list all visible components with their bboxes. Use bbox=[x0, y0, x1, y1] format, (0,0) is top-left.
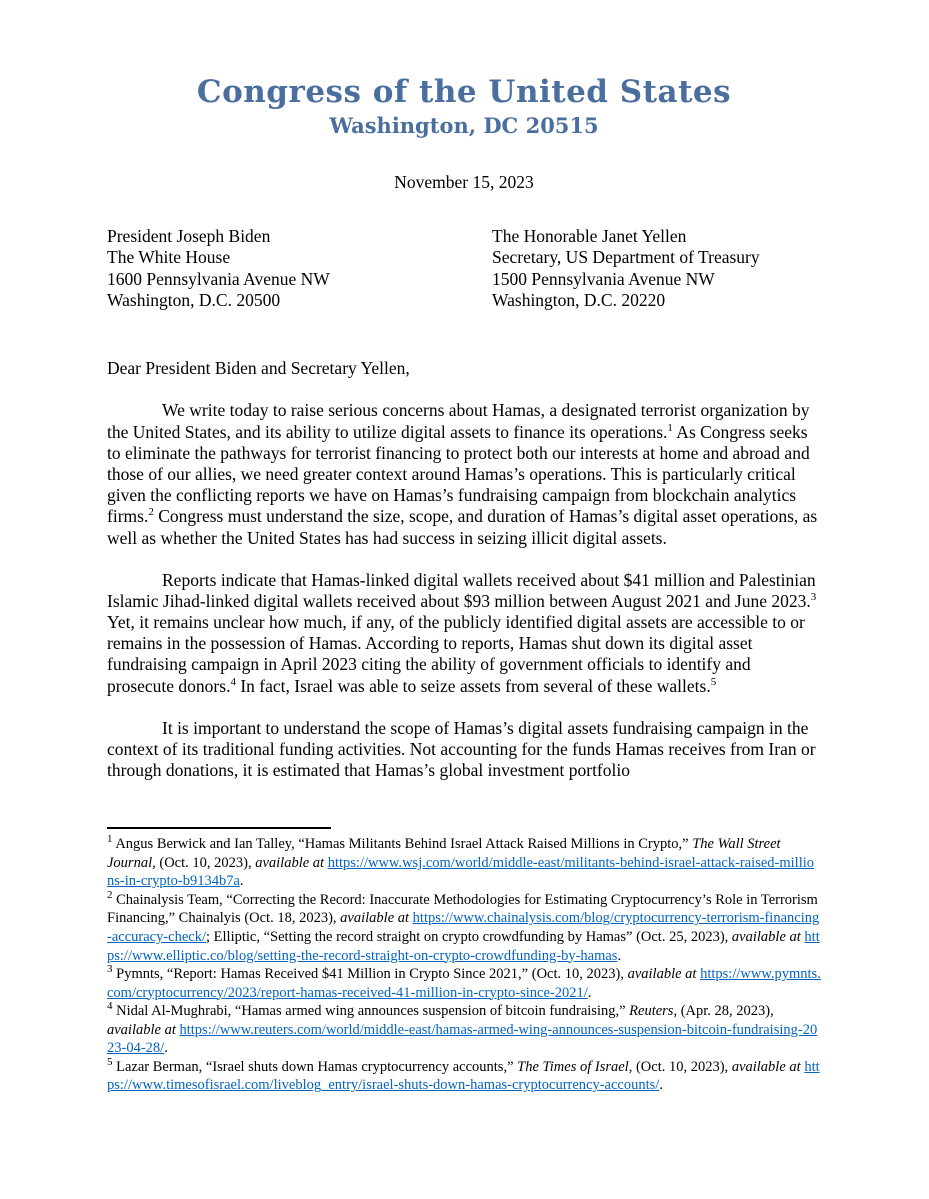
footnote-marker: 5 bbox=[107, 1055, 113, 1068]
footnote-ref: 4 bbox=[230, 675, 236, 688]
citation-italic: available at bbox=[340, 910, 410, 927]
letter-date: November 15, 2023 bbox=[394, 172, 534, 193]
citation-italic: The Times of Israel bbox=[517, 1058, 629, 1075]
footnote-link[interactable]: https://www.elliptic.co/blog/setting-the-record-straight-on-crypto-crowdfunding-by-hamas bbox=[107, 928, 820, 964]
address-line: 1500 Pennsylvania Avenue NW bbox=[492, 268, 715, 289]
citation-italic: available at bbox=[255, 854, 325, 871]
address-line: President Joseph Biden bbox=[107, 226, 271, 247]
citation-italic: available at bbox=[731, 1058, 801, 1075]
address-line: 1600 Pennsylvania Avenue NW bbox=[107, 268, 330, 289]
letterhead-title: Congress of the United States bbox=[196, 74, 732, 110]
address-line: Washington, D.C. 20500 bbox=[107, 290, 281, 311]
citation-italic: available at bbox=[731, 928, 801, 945]
address-line: The White House bbox=[107, 247, 231, 268]
footnote: $^5$ Lazar Berman, “Israel shuts down Hamas cryptocurrency accounts,” The Times of Israel, (Oct. 10, 2023), available at https://www.timesofisrael.com/liveblog_entry/israel-shuts-down-hamas-cryptocurrency-accounts/. bbox=[107, 1055, 820, 1094]
footnote-link[interactable]: https://www.reuters.com/world/middle-east/hamas-armed-wing-announces-suspension-bitcoin-fundraising-2023-04-28/ bbox=[107, 1021, 818, 1057]
salutation: Dear President Biden and Secretary Yellen, bbox=[107, 358, 410, 379]
footnote-marker: 1 bbox=[107, 833, 113, 846]
recipient-blocks bbox=[107, 226, 821, 311]
footnote-link[interactable]: https://www.pymnts.com/cryptocurrency/2023/report-hamas-received-41-million-in-crypto-since-2021/ bbox=[107, 966, 821, 1001]
citation-italic: The Wall Street Journal, bbox=[107, 836, 781, 871]
footnotes bbox=[107, 835, 821, 1095]
body-paragraph: Reports indicate that Hamas-linked digital wallets received about $41 million and Palestinian Islamic Jihad-linked digital wallets received about $93 million between August 2021 and June 2023.$^3$ Yet, it remains unclear how much, if any, of the publicly identified digital assets are accessible to or remains in the possession of Hamas. According to reports, Hamas shut down its digital asset fundraising campaign in April 2023 citing the ability of government officials to identify and prosecute donors.$^4$ In fact, Israel was able to seize assets from several of these wallets.$^5$ bbox=[107, 569, 817, 696]
footnote: $^3$ Pymnts, “Report: Hamas Received $41 Million in Crypto Since 2021,” (Oct. 10, 2023), available at https://www.pymnts.com/cryptocurrency/2023/report-hamas-received-41-million-in-crypto-since-2021/. bbox=[107, 963, 821, 1001]
body-paragraph: It is important to understand the scope of Hamas’s digital assets fundraising campaign in the context of its traditional funding activities. Not accounting for the funds Hamas receives from Iran or through donations, it is estimated that Hamas’s global investment portfolio bbox=[107, 717, 816, 781]
footnote-link[interactable]: https://www.wsj.com/world/middle-east/militants-behind-israel-attack-raised-millions-in-crypto-b9134b7a bbox=[107, 854, 815, 890]
footnote-marker: 3 bbox=[107, 963, 113, 976]
footnote-link[interactable]: https://www.chainalysis.com/blog/cryptocurrency-terrorism-financing-accuracy-check/ bbox=[107, 910, 820, 945]
footnote: $^2$ Chainalysis Team, “Correcting the Record: Inaccurate Methodologies for Estimating Cryptocurrency’s Role in Terrorism Financing,” Chainalyis (Oct. 18, 2023), available at https://www.chainalysis.com/blog/cryptocurrency-terrorism-financing-accuracy-check/; Elliptic, “Setting the record straight on crypto crowdfunding by Hamas” (Oct. 25, 2023), available at https://www.elliptic.co/blog/setting-the-record-straight-on-crypto-crowdfunding-by-hamas. bbox=[107, 889, 820, 964]
footnote-ref: 5 bbox=[710, 675, 717, 688]
footnote-marker: 2 bbox=[107, 889, 113, 902]
footnote-link[interactable]: https://www.timesofisrael.com/liveblog_entry/israel-shuts-down-hamas-cryptocurrency-accounts/ bbox=[107, 1058, 820, 1094]
letterhead-subtitle: Washington, DC 20515 bbox=[329, 113, 599, 139]
footnote-marker: 4 bbox=[107, 1000, 113, 1013]
address-line: The Honorable Janet Yellen bbox=[492, 226, 687, 247]
footnote-ref: 3 bbox=[810, 591, 817, 604]
citation-italic: available at bbox=[627, 966, 697, 983]
citation-italic: available at bbox=[107, 1021, 176, 1038]
footnote-ref: 2 bbox=[148, 506, 154, 519]
citation-italic: Reuters bbox=[629, 1003, 674, 1020]
footnote: $^4$ Nidal Al-Mughrabi, “Hamas armed wing announces suspension of bitcoin fundraising,” Reuters, (Apr. 28, 2023), available at https://www.reuters.com/world/middle-east/hamas-armed-wing-announces-suspension-bitcoin-fundraising-2023-04-28/. bbox=[107, 1000, 818, 1057]
letterhead bbox=[107, 75, 821, 138]
body-paragraph: We write today to raise serious concerns about Hamas, a designated terrorist organization by the United States, and its ability to utilize digital assets to finance its operations.$^1$ As Congress seeks to eliminate the pathways for terrorist financing to protect both our interests at home and abroad and those of our allies, we need greater context around Hamas’s operations. This is particularly critical given the conflicting reports we have on Hamas’s fundraising campaign from blockchain analytics firms.$^2$ Congress must understand the size, scope, and duration of Hamas’s digital asset operations, as well as whether the United States has had success in seizing illicit digital assets. bbox=[107, 400, 818, 548]
recipient-address-biden bbox=[107, 226, 492, 311]
address-line: Washington, D.C. 20220 bbox=[492, 290, 666, 311]
footnote-separator bbox=[107, 827, 331, 829]
footnote: $^1$ Angus Berwick and Ian Talley, “Hamas Militants Behind Israel Attack Raised Millions in Crypto,” The Wall Street Journal, (Oct. 10, 2023), available at https://www.wsj.com/world/middle-east/militants-behind-israel-attack-raised-millions-in-crypto-b9134b7a. bbox=[107, 833, 815, 890]
address-line: Secretary, US Department of Treasury bbox=[492, 247, 760, 268]
recipient-address-yellen bbox=[492, 226, 821, 311]
letter-body bbox=[107, 400, 821, 781]
footnote-ref: 1 bbox=[667, 421, 673, 434]
